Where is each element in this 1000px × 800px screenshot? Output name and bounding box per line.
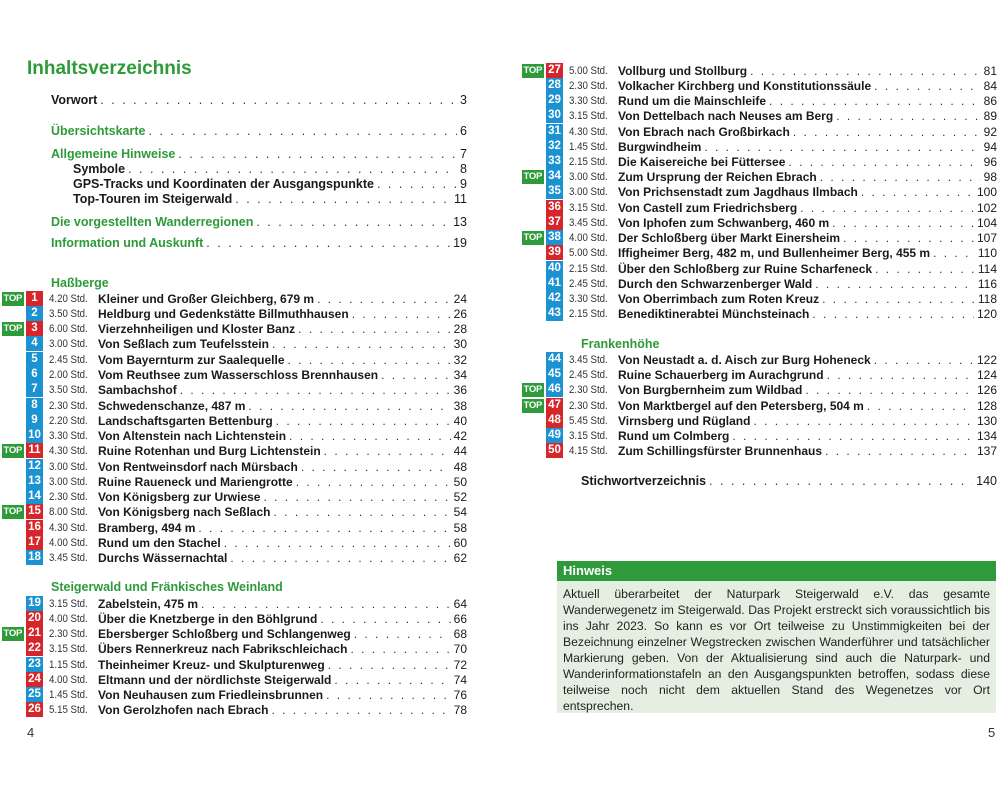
tour-page: 62 bbox=[453, 550, 467, 565]
tour-duration: 3.00 Std. bbox=[569, 170, 608, 183]
tour-duration: 4.00 Std. bbox=[49, 673, 88, 686]
tour-entry[interactable] bbox=[520, 184, 997, 199]
tour-entry[interactable] bbox=[0, 672, 467, 687]
tour-title: Von Ebrach nach Großbirkach bbox=[618, 124, 790, 139]
tour-title: Der Schloßberg über Markt Einersheim bbox=[618, 230, 841, 245]
tour-number: 38 bbox=[546, 230, 563, 245]
tour-number: 43 bbox=[546, 306, 563, 321]
tour-entry[interactable] bbox=[520, 413, 997, 428]
tour-page: 110 bbox=[977, 245, 997, 260]
tour-entry[interactable] bbox=[520, 230, 997, 245]
tour-entry[interactable] bbox=[520, 78, 997, 93]
tour-title: Schwedenschanze, 487 m bbox=[98, 398, 246, 413]
tour-page: 42 bbox=[453, 428, 467, 443]
tour-number: 39 bbox=[546, 245, 563, 260]
page-title: Inhaltsverzeichnis bbox=[27, 58, 192, 79]
tour-number: 1 bbox=[26, 291, 43, 306]
tour-page: 24 bbox=[453, 291, 467, 306]
tour-title: Theinheimer Kreuz- und Skulpturenweg bbox=[98, 657, 325, 672]
tour-duration: 5.45 Std. bbox=[569, 414, 608, 427]
tour-duration: 4.00 Std. bbox=[49, 612, 88, 625]
tour-number: 29 bbox=[546, 93, 563, 108]
tour-number: 40 bbox=[546, 261, 563, 276]
tour-entry[interactable] bbox=[0, 428, 467, 443]
tour-duration: 2.30 Std. bbox=[49, 627, 88, 640]
tour-page: 68 bbox=[453, 626, 467, 641]
tour-page: 36 bbox=[453, 382, 467, 397]
tour-entry[interactable] bbox=[520, 200, 997, 215]
tour-duration: 5.00 Std. bbox=[569, 64, 608, 77]
top-badge: TOP bbox=[523, 231, 542, 243]
tour-number: 28 bbox=[546, 78, 563, 93]
tour-entry[interactable] bbox=[520, 215, 997, 230]
tour-title: Von Neuhausen zum Friedleinsbrunnen bbox=[98, 687, 324, 702]
tour-entry[interactable] bbox=[520, 428, 997, 443]
tour-page: 128 bbox=[976, 398, 997, 413]
tour-page: 26 bbox=[453, 306, 467, 321]
tour-title: Von Gerolzhofen nach Ebrach bbox=[98, 702, 269, 717]
tour-duration: 4.20 Std. bbox=[49, 292, 88, 305]
hint-title: Hinweis bbox=[557, 561, 996, 581]
tour-page: 130 bbox=[976, 413, 997, 428]
tour-title: Übers Rennerkreuz nach Fabrikschleichach bbox=[98, 641, 348, 656]
toc-entry-vorwort[interactable]: Vorwort . . . 3 bbox=[51, 93, 467, 107]
top-badge: TOP bbox=[3, 322, 22, 334]
tour-duration: 3.30 Std. bbox=[49, 429, 88, 442]
tour-duration: 2.30 Std. bbox=[49, 399, 88, 412]
tour-duration: 2.45 Std. bbox=[569, 368, 608, 381]
tour-number: 8 bbox=[26, 398, 43, 413]
tour-number: 41 bbox=[546, 276, 563, 291]
hint-text: Aktuell überarbeitet der Naturpark Steigerwald e.V. das gesamte Wanderwegenetz im Steigerwald. Das Projekt erstreckt sich voraussichtlich bis ins Jahr 2023. So kann es vor Ort teilweise zu Unstimmigkeiten bei der Bezeichnung einzelner Wegstrecken zwischen Wanderführer und tatsächlicher Markierung geben. Von der Aktualisierung sind auch die Naturpark- und Wanderinformationstafeln an den Ausgangspunkten betroffen, sodass diese teilweise noch nicht dem aktuellen Stand des Wegenetzes vor Ort entsprechen. bbox=[563, 587, 990, 713]
tour-number: 19 bbox=[26, 596, 43, 611]
tour-number: 21 bbox=[26, 626, 43, 641]
tour-entry[interactable] bbox=[0, 596, 467, 611]
tour-page: 107 bbox=[976, 230, 997, 245]
tour-title: Von Burgbernheim zum Wildbad bbox=[618, 382, 803, 397]
tour-title: Von Rentweinsdorf nach Mürsbach bbox=[98, 459, 298, 474]
tour-page: 92 bbox=[983, 124, 997, 139]
top-badge: TOP bbox=[3, 627, 22, 639]
tour-duration: 3.00 Std. bbox=[49, 460, 88, 473]
tour-entry[interactable] bbox=[520, 93, 997, 108]
tour-entry[interactable] bbox=[0, 398, 467, 413]
tour-number: 25 bbox=[26, 687, 43, 702]
tour-title: Von Prichsenstadt zum Jagdhaus Ilmbach bbox=[618, 184, 858, 199]
tour-duration: 3.15 Std. bbox=[569, 109, 608, 122]
tour-number: 20 bbox=[26, 611, 43, 626]
tour-title: Von Iphofen zum Schwanberg, 460 m bbox=[618, 215, 830, 230]
tour-page: 70 bbox=[453, 641, 467, 656]
toc-entry-gps-tracks[interactable]: GPS-Tracks und Koordinaten der Ausgangspunkte . . . 9 bbox=[73, 177, 467, 191]
tour-title: Über den Schloßberg zur Ruine Scharfeneck bbox=[618, 261, 873, 276]
tour-title: Über die Knetzberge in den Böhlgrund bbox=[98, 611, 318, 626]
tour-entry[interactable] bbox=[0, 626, 467, 641]
tour-entry[interactable] bbox=[0, 489, 467, 504]
tour-page: 86 bbox=[983, 93, 997, 108]
tour-entry[interactable] bbox=[0, 291, 467, 306]
tour-page: 94 bbox=[983, 139, 997, 154]
tour-duration: 2.30 Std. bbox=[569, 79, 608, 92]
tour-page: 78 bbox=[453, 702, 467, 717]
tour-page: 96 bbox=[983, 154, 997, 169]
tour-duration: 3.15 Std. bbox=[569, 429, 608, 442]
tour-duration: 6.00 Std. bbox=[49, 322, 88, 335]
toc-entry-uebersichtskarte[interactable]: Übersichtskarte . . . 6 bbox=[51, 124, 467, 138]
tour-entry[interactable] bbox=[0, 702, 467, 717]
tour-entry[interactable] bbox=[0, 550, 467, 565]
tour-page: 58 bbox=[453, 520, 467, 535]
tour-entry[interactable] bbox=[520, 63, 997, 78]
tour-page: 60 bbox=[453, 535, 467, 550]
tour-number: 22 bbox=[26, 641, 43, 656]
toc-entry-information[interactable]: Information und Auskunft . . . 19 bbox=[51, 236, 467, 250]
tour-duration: 4.00 Std. bbox=[569, 231, 608, 244]
tour-entry[interactable] bbox=[0, 352, 467, 367]
tour-page: 48 bbox=[453, 459, 467, 474]
tour-title: Iffigheimer Berg, 482 m, und Bullenheimer Berg, 455 m bbox=[618, 245, 931, 260]
toc-entry-stichwortverzeichnis[interactable]: Stichwortverzeichnis . . . 140 bbox=[581, 474, 997, 488]
tour-number: 26 bbox=[26, 702, 43, 717]
tour-page: 118 bbox=[977, 291, 997, 306]
tour-page: 104 bbox=[976, 215, 997, 230]
tour-duration: 3.45 Std. bbox=[569, 216, 608, 229]
tour-duration: 3.50 Std. bbox=[49, 307, 88, 320]
toc-entry-wanderregionen[interactable]: Die vorgestellten Wanderregionen . . . 13 bbox=[51, 215, 467, 229]
tour-number: 17 bbox=[26, 535, 43, 550]
tour-title: Rund um den Stachel bbox=[98, 535, 221, 550]
top-badge: TOP bbox=[3, 505, 22, 517]
tour-duration: 2.45 Std. bbox=[569, 277, 608, 290]
tour-duration: 1.45 Std. bbox=[49, 688, 88, 701]
tour-title: Ruine Schauerberg im Aurachgrund bbox=[618, 367, 824, 382]
top-badge: TOP bbox=[523, 64, 542, 76]
tour-duration: 5.00 Std. bbox=[569, 246, 608, 259]
top-badge: TOP bbox=[3, 444, 22, 456]
tour-page: 122 bbox=[976, 352, 997, 367]
tour-number: 2 bbox=[26, 306, 43, 321]
tour-title: Eltmann und der nördlichste Steigerwald bbox=[98, 672, 332, 687]
tour-duration: 8.00 Std. bbox=[49, 505, 88, 518]
tour-duration: 4.15 Std. bbox=[569, 444, 608, 457]
tour-number: 23 bbox=[26, 657, 43, 672]
tour-title: Benediktinerabtei Münchsteinach bbox=[618, 306, 810, 321]
tour-entry[interactable] bbox=[520, 306, 997, 321]
tour-entry[interactable] bbox=[520, 169, 997, 184]
tour-number: 24 bbox=[26, 672, 43, 687]
page-number-left: 4 bbox=[27, 725, 35, 740]
tour-title: Landschaftsgarten Bettenburg bbox=[98, 413, 273, 428]
tour-page: 84 bbox=[983, 78, 997, 93]
tour-entry[interactable] bbox=[0, 641, 467, 656]
tour-number: 9 bbox=[26, 413, 43, 428]
tour-duration: 2.15 Std. bbox=[569, 307, 608, 320]
tour-entry[interactable] bbox=[520, 261, 997, 276]
tour-page: 74 bbox=[453, 672, 467, 687]
tour-number: 13 bbox=[26, 474, 43, 489]
tour-number: 45 bbox=[546, 367, 563, 382]
tour-page: 34 bbox=[453, 367, 467, 382]
tour-duration: 3.00 Std. bbox=[49, 475, 88, 488]
tour-page: 32 bbox=[453, 352, 467, 367]
region-heading-hassberge: Haßberge bbox=[51, 276, 109, 290]
tour-page: 54 bbox=[453, 504, 467, 519]
top-badge: TOP bbox=[523, 170, 542, 182]
tour-number: 10 bbox=[26, 428, 43, 443]
tour-number: 12 bbox=[26, 459, 43, 474]
tour-number: 30 bbox=[546, 108, 563, 123]
tour-page: 126 bbox=[976, 382, 997, 397]
region-heading-frankenhoehe: Frankenhöhe bbox=[581, 337, 660, 351]
tour-title: Von Marktbergel auf den Petersberg, 504 m bbox=[618, 398, 864, 413]
tour-number: 27 bbox=[546, 63, 563, 78]
tour-entry[interactable] bbox=[0, 413, 467, 428]
tour-number: 32 bbox=[546, 139, 563, 154]
tour-duration: 5.15 Std. bbox=[49, 703, 88, 716]
tour-duration: 2.30 Std. bbox=[569, 383, 608, 396]
tour-title: Von Königsberg nach Seßlach bbox=[98, 504, 271, 519]
tour-page: 64 bbox=[453, 596, 467, 611]
tour-duration: 4.30 Std. bbox=[49, 444, 88, 457]
tour-title: Kleiner und Großer Gleichberg, 679 m bbox=[98, 291, 315, 306]
tour-page: 38 bbox=[453, 398, 467, 413]
tour-duration: 2.45 Std. bbox=[49, 353, 88, 366]
tour-number: 37 bbox=[546, 215, 563, 230]
tour-number: 18 bbox=[26, 550, 43, 565]
tour-entry[interactable] bbox=[520, 352, 997, 367]
tour-title: Bramberg, 494 m bbox=[98, 520, 196, 535]
tour-title: Von Königsberg zur Urwiese bbox=[98, 489, 261, 504]
tour-duration: 1.45 Std. bbox=[569, 140, 608, 153]
tour-title: Von Oberrimbach zum Roten Kreuz bbox=[618, 291, 820, 306]
tour-title: Die Kaisereiche bei Füttersee bbox=[618, 154, 786, 169]
tour-entry[interactable] bbox=[520, 108, 997, 123]
toc-entry-symbole[interactable]: Symbole . . . 8 bbox=[73, 162, 467, 176]
tour-duration: 3.00 Std. bbox=[569, 185, 608, 198]
tour-duration: 3.30 Std. bbox=[569, 292, 608, 305]
tour-number: 46 bbox=[546, 382, 563, 397]
tour-title: Von Neustadt a. d. Aisch zur Burg Hoheneck bbox=[618, 352, 871, 367]
tour-duration: 2.30 Std. bbox=[49, 490, 88, 503]
tour-page: 89 bbox=[983, 108, 997, 123]
tour-entry[interactable] bbox=[0, 687, 467, 702]
tour-number: 33 bbox=[546, 154, 563, 169]
tour-duration: 3.30 Std. bbox=[569, 94, 608, 107]
tour-title: Ebersberger Schloßberg und Schlangenweg bbox=[98, 626, 351, 641]
tour-title: Durch den Schwarzenberger Wald bbox=[618, 276, 813, 291]
tour-entry[interactable] bbox=[0, 474, 467, 489]
tour-entry[interactable] bbox=[520, 139, 997, 154]
tour-title: Burgwindheim bbox=[618, 139, 702, 154]
tour-duration: 2.15 Std. bbox=[569, 262, 608, 275]
tour-duration: 2.00 Std. bbox=[49, 368, 88, 381]
tour-entry[interactable] bbox=[520, 398, 997, 413]
tour-number: 16 bbox=[26, 520, 43, 535]
toc-entry-top-touren[interactable]: Top-Touren im Steigerwald . . . 11 bbox=[73, 192, 467, 206]
tour-entry[interactable] bbox=[520, 245, 997, 260]
tour-entry[interactable] bbox=[520, 154, 997, 169]
tour-entry[interactable] bbox=[520, 124, 997, 139]
tour-number: 34 bbox=[546, 169, 563, 184]
tour-title: Rund um Colmberg bbox=[618, 428, 730, 443]
tour-number: 49 bbox=[546, 428, 563, 443]
tour-entry[interactable] bbox=[0, 306, 467, 321]
tour-title: Von Altenstein nach Lichtenstein bbox=[98, 428, 287, 443]
tour-entry[interactable] bbox=[0, 504, 467, 519]
toc-entry-allgemeine-hinweise[interactable]: Allgemeine Hinweise . . . 7 bbox=[51, 147, 467, 161]
tour-page: 134 bbox=[976, 428, 997, 443]
tour-duration: 2.15 Std. bbox=[569, 155, 608, 168]
tour-entry[interactable] bbox=[0, 336, 467, 351]
tour-page: 100 bbox=[976, 184, 997, 199]
tour-duration: 1.15 Std. bbox=[49, 658, 88, 671]
tour-page: 52 bbox=[453, 489, 467, 504]
tour-duration: 2.30 Std. bbox=[569, 399, 608, 412]
tour-entry[interactable] bbox=[0, 611, 467, 626]
tour-title: Von Castell zum Friedrichsberg bbox=[618, 200, 798, 215]
tour-entry[interactable] bbox=[520, 276, 997, 291]
tour-duration: 3.15 Std. bbox=[49, 597, 88, 610]
tour-page: 40 bbox=[453, 413, 467, 428]
tour-title: Vollburg und Stollburg bbox=[618, 63, 748, 78]
tour-duration: 4.30 Std. bbox=[569, 125, 608, 138]
tour-number: 35 bbox=[546, 184, 563, 199]
tour-page: 81 bbox=[983, 63, 997, 78]
tour-number: 44 bbox=[546, 352, 563, 367]
tour-entry[interactable] bbox=[0, 382, 467, 397]
tour-number: 31 bbox=[546, 124, 563, 139]
tour-entry[interactable] bbox=[0, 535, 467, 550]
tour-page: 76 bbox=[453, 687, 467, 702]
tour-entry[interactable] bbox=[0, 520, 467, 535]
tour-page: 98 bbox=[983, 169, 997, 184]
tour-title: Vom Bayernturm zur Saalequelle bbox=[98, 352, 285, 367]
tour-title: Von Dettelbach nach Neuses am Berg bbox=[618, 108, 834, 123]
tour-page: 28 bbox=[453, 321, 467, 336]
tour-title: Virnsberg und Rügland bbox=[618, 413, 751, 428]
top-badge: TOP bbox=[523, 399, 542, 411]
tour-page: 124 bbox=[976, 367, 997, 382]
tour-page: 66 bbox=[453, 611, 467, 626]
tour-title: Sambachshof bbox=[98, 382, 177, 397]
tour-number: 15 bbox=[26, 504, 43, 519]
tour-title: Ruine Raueneck und Mariengrotte bbox=[98, 474, 293, 489]
tour-page: 72 bbox=[453, 657, 467, 672]
tour-title: Rund um die Mainschleife bbox=[618, 93, 767, 108]
tour-title: Zabelstein, 475 m bbox=[98, 596, 199, 611]
tour-title: Vom Reuthsee zum Wasserschloss Brennhausen bbox=[98, 367, 379, 382]
tour-entry[interactable] bbox=[0, 367, 467, 382]
tour-number: 3 bbox=[26, 321, 43, 336]
tour-page: 102 bbox=[976, 200, 997, 215]
tour-title: Heldburg und Gedenkstätte Billmuthhausen bbox=[98, 306, 349, 321]
tour-number: 14 bbox=[26, 489, 43, 504]
tour-title: Zum Schillingsfürster Brunnenhaus bbox=[618, 443, 823, 458]
tour-page: 116 bbox=[977, 276, 997, 291]
region-heading-steigerwald: Steigerwald und Fränkisches Weinland bbox=[51, 580, 283, 594]
tour-duration: 3.00 Std. bbox=[49, 337, 88, 350]
tour-number: 5 bbox=[26, 352, 43, 367]
tour-number: 7 bbox=[26, 382, 43, 397]
tour-number: 47 bbox=[546, 398, 563, 413]
tour-number: 42 bbox=[546, 291, 563, 306]
tour-entry[interactable] bbox=[0, 459, 467, 474]
tour-entry[interactable] bbox=[520, 291, 997, 306]
tour-duration: 4.30 Std. bbox=[49, 521, 88, 534]
tour-title: Durchs Wässernachtal bbox=[98, 550, 228, 565]
tour-page: 44 bbox=[453, 443, 467, 458]
page-number-right: 5 bbox=[988, 725, 996, 740]
tour-title: Volkacher Kirchberg und Konstitutionssäule bbox=[618, 78, 872, 93]
tour-title: Vierzehnheiligen und Kloster Banz bbox=[98, 321, 296, 336]
tour-entry[interactable] bbox=[520, 443, 997, 458]
tour-page: 137 bbox=[976, 443, 997, 458]
tour-entry[interactable] bbox=[520, 367, 997, 382]
tour-page: 114 bbox=[977, 261, 997, 276]
tour-number: 6 bbox=[26, 367, 43, 382]
tour-entry[interactable] bbox=[0, 443, 467, 458]
tour-entry[interactable] bbox=[0, 657, 467, 672]
tour-page: 30 bbox=[453, 336, 467, 351]
tour-duration: 3.15 Std. bbox=[569, 201, 608, 214]
tour-number: 4 bbox=[26, 336, 43, 351]
tour-duration: 3.50 Std. bbox=[49, 383, 88, 396]
top-badge: TOP bbox=[523, 383, 542, 395]
tour-duration: 2.20 Std. bbox=[49, 414, 88, 427]
top-badge: TOP bbox=[3, 292, 22, 304]
tour-page: 120 bbox=[976, 306, 997, 321]
tour-title: Von Seßlach zum Teufelsstein bbox=[98, 336, 269, 351]
tour-entry[interactable] bbox=[0, 321, 467, 336]
hint-box bbox=[557, 561, 996, 713]
tour-page: 50 bbox=[453, 474, 467, 489]
tour-duration: 3.45 Std. bbox=[49, 551, 88, 564]
tour-duration: 3.15 Std. bbox=[49, 642, 88, 655]
tour-number: 11 bbox=[26, 443, 43, 458]
tour-number: 48 bbox=[546, 413, 563, 428]
tour-duration: 4.00 Std. bbox=[49, 536, 88, 549]
tour-entry[interactable] bbox=[520, 382, 997, 397]
tour-number: 50 bbox=[546, 443, 563, 458]
tour-duration: 3.45 Std. bbox=[569, 353, 608, 366]
tour-title: Zum Ursprung der Reichen Ebrach bbox=[618, 169, 817, 184]
tour-number: 36 bbox=[546, 200, 563, 215]
tour-title: Ruine Rotenhan und Burg Lichtenstein bbox=[98, 443, 321, 458]
